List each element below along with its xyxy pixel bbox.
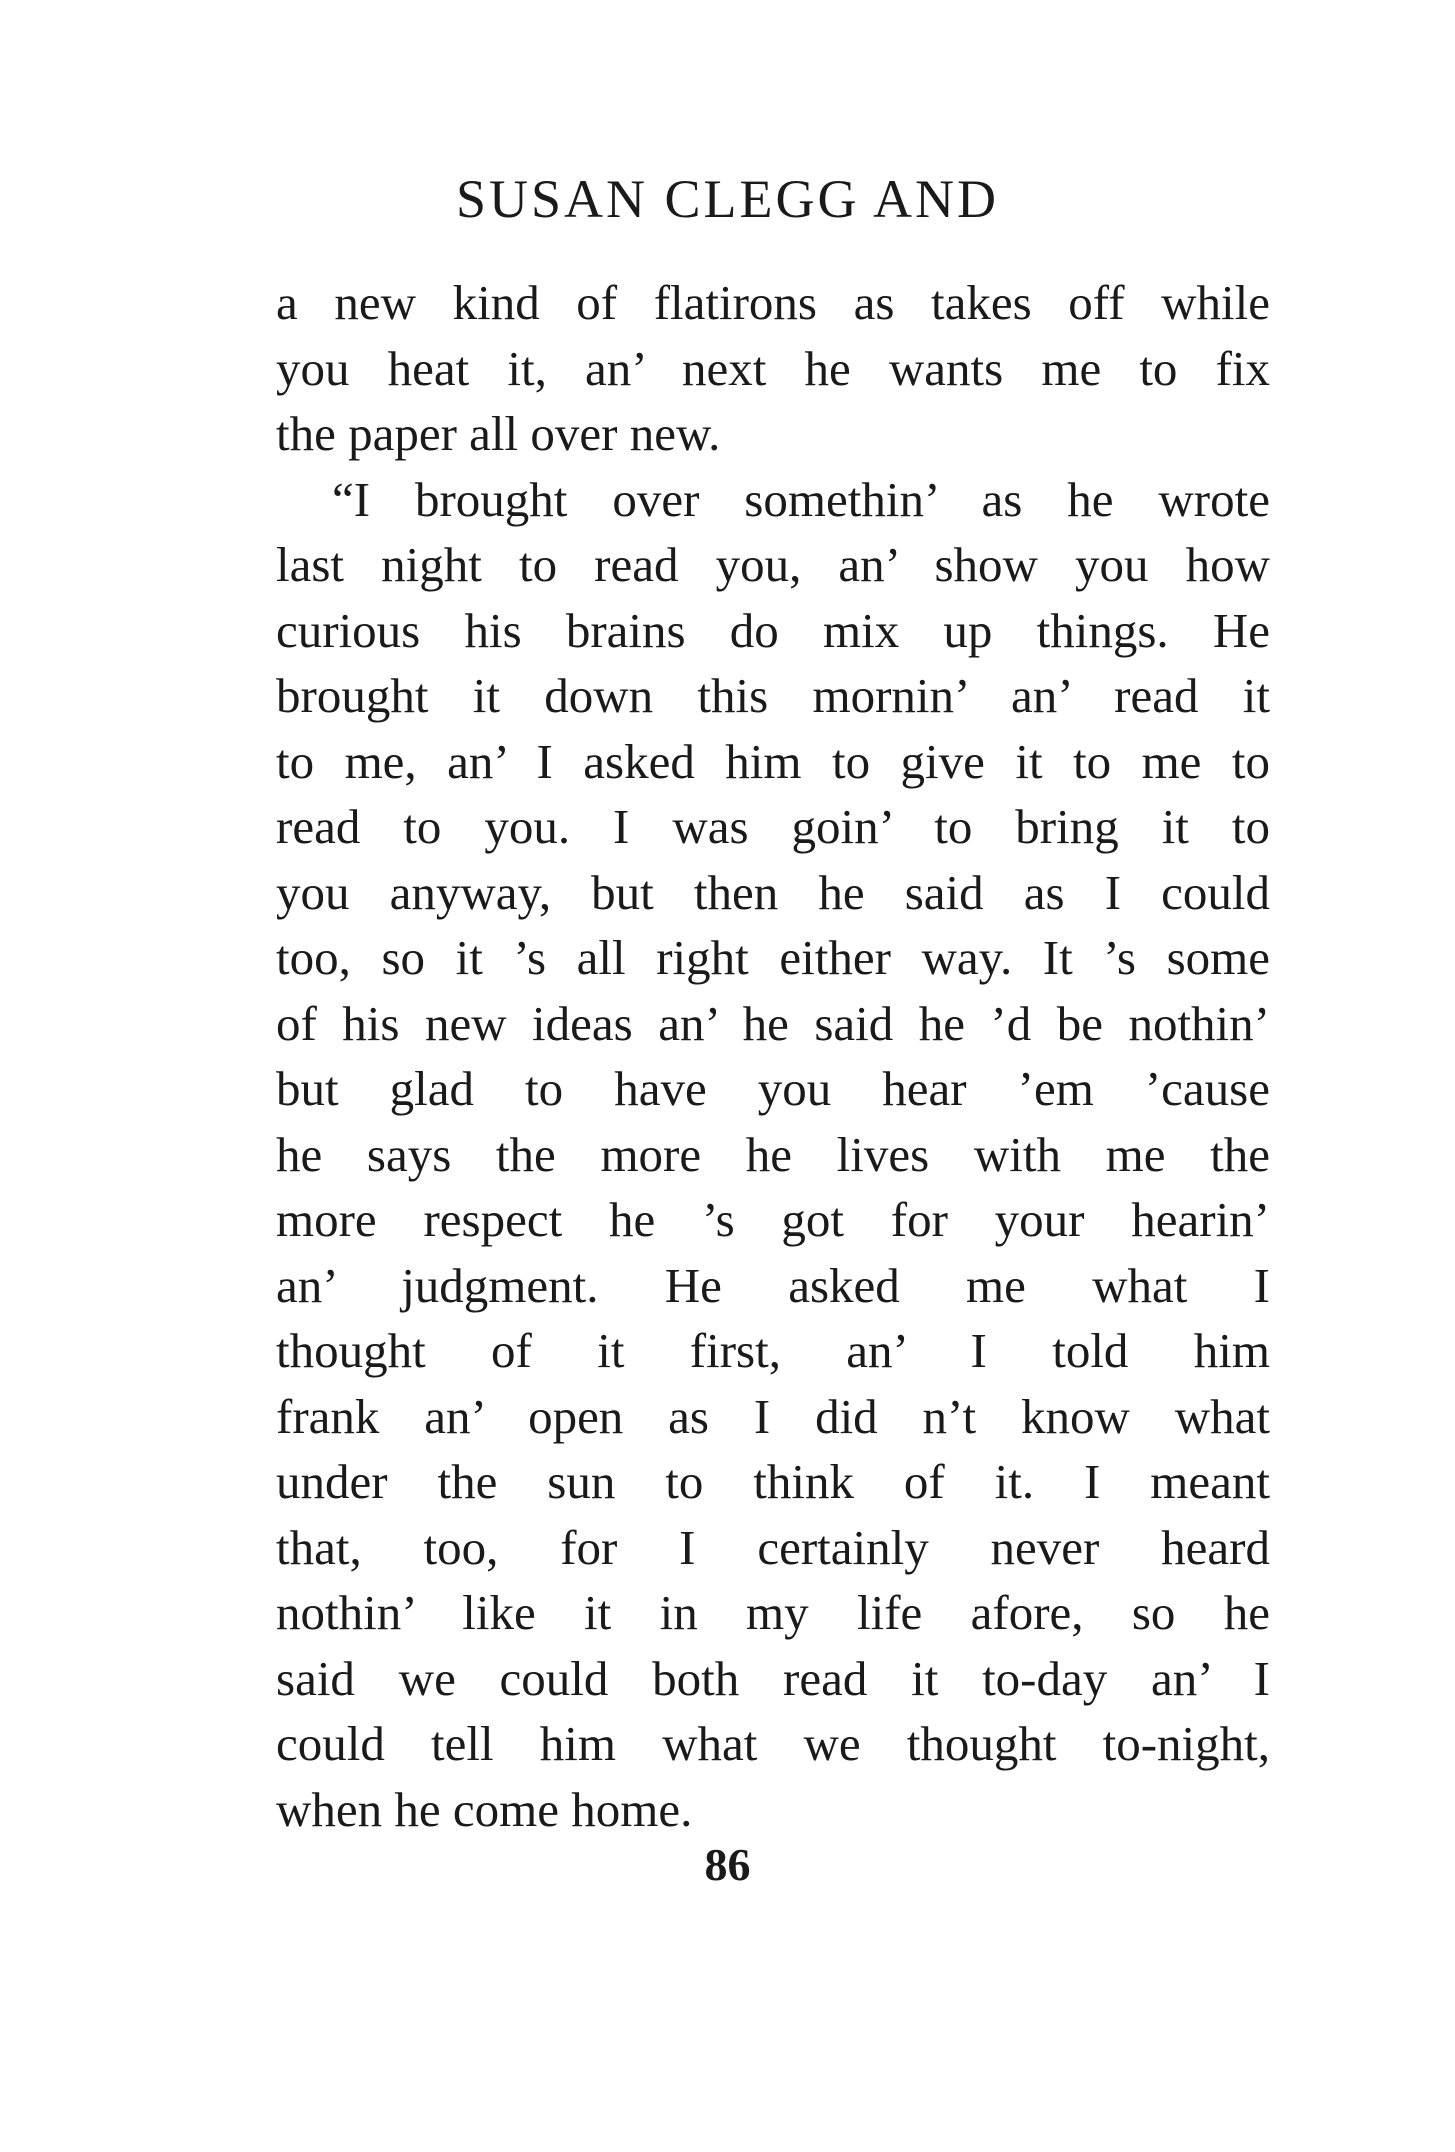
text-line: last night to read you, an’ show you how [276, 537, 1270, 592]
text-line: you anyway, but then he said as I could [276, 864, 1270, 920]
text-line: you heat it, an’ next he wants me to fix [276, 340, 1270, 396]
paragraph [276, 467, 1270, 1843]
text-line: an’ judgment. He asked me what I [276, 1257, 1270, 1313]
text-line: the paper all over new. [276, 406, 721, 461]
text-line: “I brought over somethin’ as he wrote [332, 471, 1270, 527]
paragraph [276, 270, 1270, 467]
text-line: but glad to have you hear ’em ’cause [276, 1061, 1270, 1116]
text-line: brought it down this mornin’ an’ read it [276, 668, 1270, 723]
text-line: under the sun to think of it. I meant [276, 1454, 1270, 1509]
text-line: nothin’ like it in my life afore, so he [276, 1585, 1270, 1640]
text-line: said we could both read it to-day an’ I [276, 1650, 1270, 1706]
text-line: could tell him what we thought to-night, [276, 1716, 1270, 1771]
text-line: frank an’ open as I did n’t know what [276, 1388, 1270, 1444]
text-line: too, so it ’s all right either way. It ’s some [276, 930, 1270, 985]
text-line: to me, an’ I asked him to give it to me to [276, 733, 1270, 789]
page-number: 86 [704, 1839, 751, 1890]
text-line: more respect he ’s got for your hearin’ [276, 1192, 1270, 1247]
text-line: of his new ideas an’ he said he ’d be nothin’ [276, 995, 1270, 1051]
text-line: a new kind of flatirons as takes off while [276, 275, 1270, 330]
body-text [276, 270, 1270, 1842]
text-line: he says the more he lives with me the [276, 1126, 1270, 1182]
running-head: SUSAN CLEGG AND [455, 169, 1000, 229]
text-line: thought of it first, an’ I told him [276, 1323, 1270, 1378]
text-line: that, too, for I certainly never heard [276, 1519, 1270, 1575]
text-line: read to you. I was goin’ to bring it to [276, 799, 1270, 854]
text-line: curious his brains do mix up things. He [276, 602, 1270, 658]
text-line: when he come home. [276, 1781, 693, 1837]
